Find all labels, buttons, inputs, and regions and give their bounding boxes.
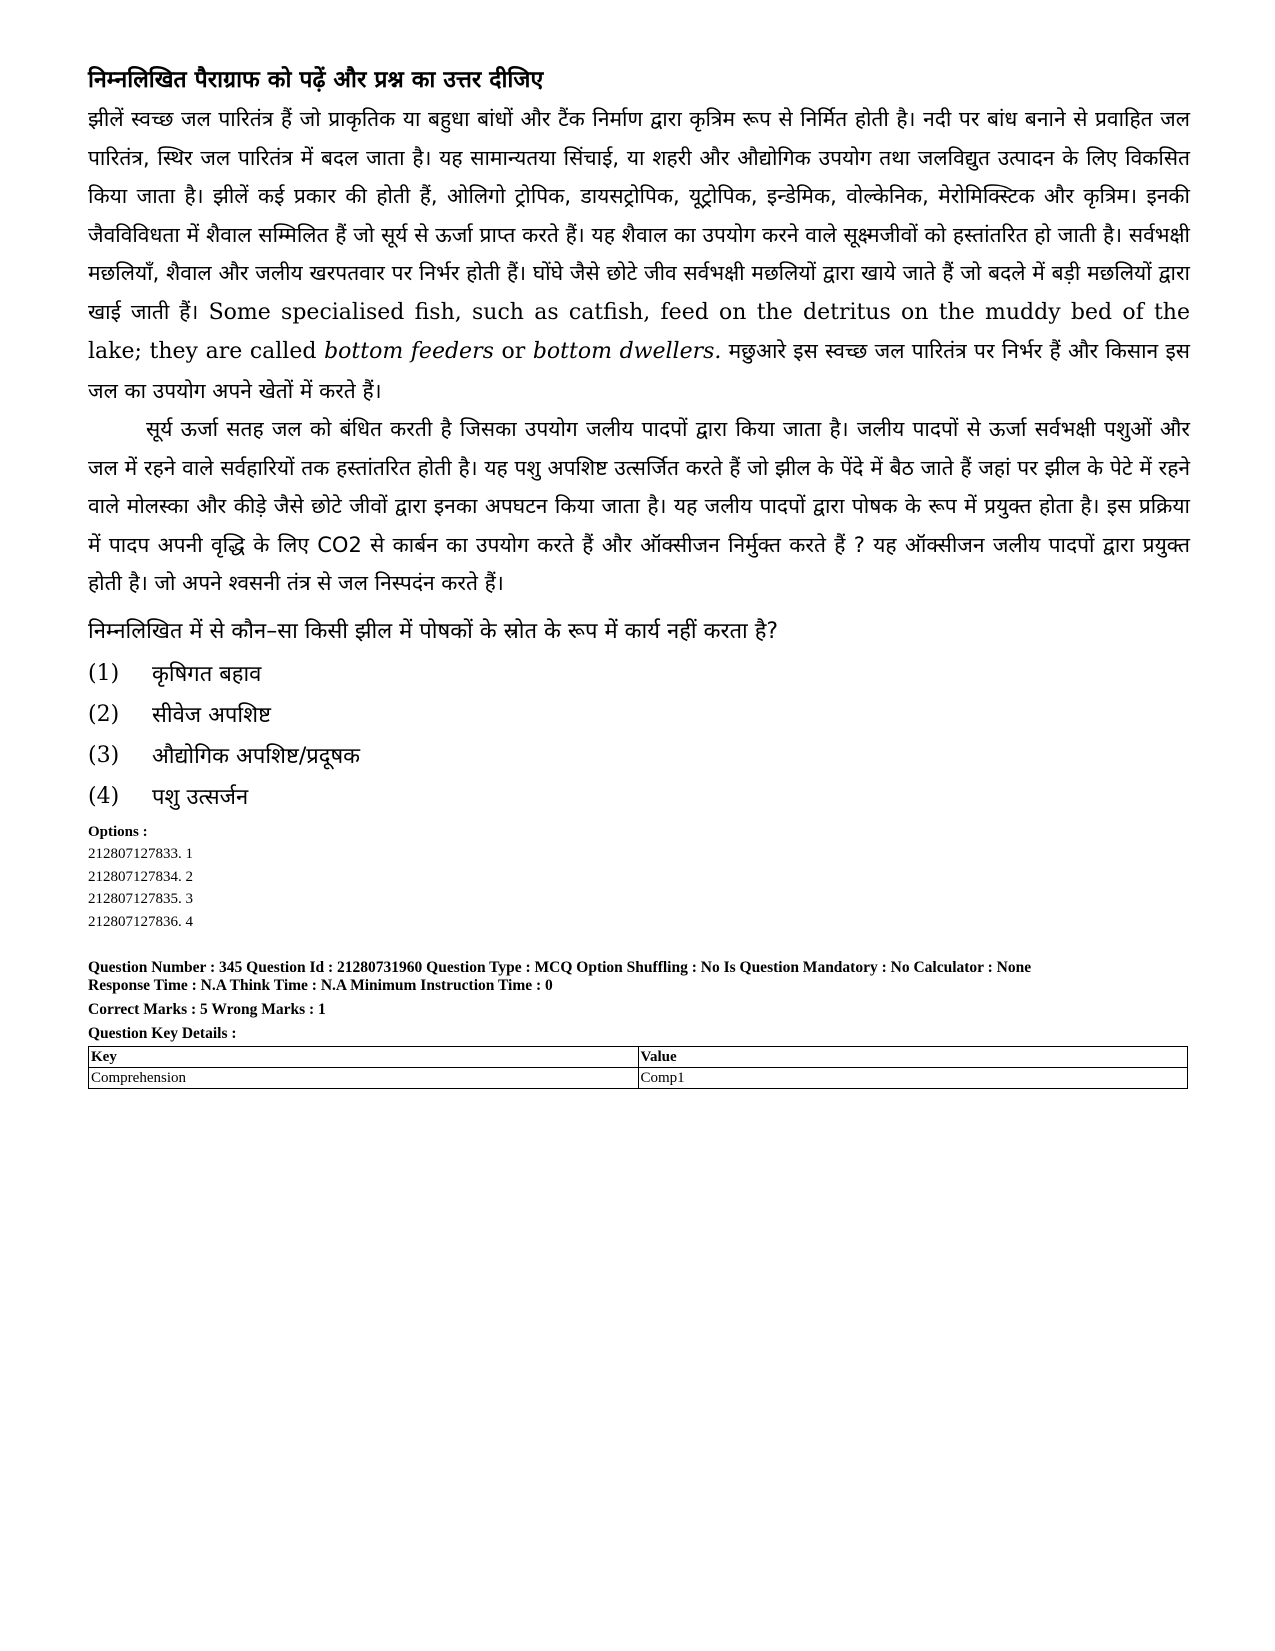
table-header-row xyxy=(89,1047,1188,1068)
options-block xyxy=(88,821,1190,934)
term-bottom-feeders: bottom feeders xyxy=(324,339,494,364)
comprehension-paragraph-2: सूर्य ऊर्जा सतह जल को बंधित करती है जिसका उपयोग जलीय पादपों द्वारा किया जाता है। जलीय पादपों से ऊर्जा सर्वभक्षी पशुओं और जल में रहने वाले सर्वहारियों तक हस्तांतरित होती है। यह पशु अपशिष्ट उत्सर्जित करते हैं जो झील के पेंदे में बैठ जाते हैं जहां पर झील के पेटे में रहने वाले मोलस्का और कीड़े जैसे छोटे जीवों द्वारा इनका अपघटन किया जाता है। यह जलीय पादपों द्वारा पोषक के रूप में प्रयुक्त होता है। इस प्रक्रिया में पादप अपनी वृद्धि के लिए CO2 से कार्बन का उपयोग करते हैं और ऑक्सीजन निर्मुक्त करते हैं ? यह ऑक्सीजन जलीय पादपों द्वारा प्रयुक्त होती है। जो अपने श्वसनी तंत्र से जल निस्पदंन करते हैं। xyxy=(88,417,1190,595)
table-header-key: Key xyxy=(89,1047,639,1068)
option-id-3: 212807127835. 3 xyxy=(88,891,193,907)
question-page xyxy=(88,62,1190,1089)
key-details-title: Question Key Details : xyxy=(88,1025,237,1042)
meta-marks: Correct Marks : 5 Wrong Marks : 1 xyxy=(88,1001,326,1018)
table-row xyxy=(89,1068,1188,1089)
option-id-1: 212807127833. 1 xyxy=(88,846,193,862)
choice-text: सीवेज अपशिष्ट xyxy=(152,703,271,728)
choice-item-1 xyxy=(88,653,1190,694)
choice-item-3 xyxy=(88,735,1190,776)
question-text: निम्नलिखित में से कौन–सा किसी झील में पोषकों के स्रोत के रूप में कार्य नहीं करता है? xyxy=(88,618,779,644)
meta-timing-info: Response Time : N.A Think Time : N.A Minimum Instruction Time : 0 xyxy=(88,977,553,994)
comprehension-paragraph-1 xyxy=(88,100,1190,410)
choice-item-4 xyxy=(88,776,1190,817)
option-id-4: 212807127836. 4 xyxy=(88,913,193,930)
paragraph-1-english-intro: Some specialised fish, such as catfish, feed on the detritus on the muddy bed of the lake; they are called xyxy=(88,299,1190,364)
choice-number: (2) xyxy=(88,701,120,727)
choice-text: औद्योगिक अपशिष्ट/प्रदूषक xyxy=(152,744,361,769)
choice-list xyxy=(88,653,1190,817)
choice-number: (4) xyxy=(88,783,120,809)
meta-question-info: Question Number : 345 Question Id : 21280731960 Question Type : MCQ Option Shuffling : No Is Question Mandatory : No Calculator : None xyxy=(88,959,1032,976)
options-title: Options : xyxy=(88,823,148,840)
term-bottom-dwellers: bottom dwellers. xyxy=(532,339,722,364)
choice-item-2 xyxy=(88,694,1190,735)
table-cell-key: Comprehension xyxy=(89,1068,639,1089)
paragraph-1-hindi-part-1: झीलें स्वच्छ जल पारितंत्र हैं जो प्राकृतिक या बहुधा बांधों और टैंक निर्माण द्वारा कृत्रिम रूप से निर्मित होती है। नदी पर बांध बनाने से प्रवाहित जल पारितंत्र, स्थिर जल पारितंत्र में बदल जाता है। यह सामान्यतया सिंचाई, या शहरी और औद्योगिक उपयोग तथा जलविद्युत उत्पादन के लिए विकसित किया जाता है। झीलें कई प्रकार की होती हैं, ओलिगो ट्रोपिक, डायसट्रोपिक, यूट्रोपिक, इन्डेमिक, वोल्केनिक, मेरोमिक्स्टिक और कृत्रिम। इनकी जैवविविधता में शैवाल सम्मिलित हैं जो सूर्य से ऊर्जा प्राप्त करते हैं। यह शैवाल का उपयोग करने वाले सूक्ष्मजीवों को हस्तांतरित हो जाती है। सर्वभक्षी मछलियाँ, शैवाल और जलीय खरपतवार पर निर्भर होती हैं। घोंघे जैसे छोटे जीव सर्वभक्षी मछलियों द्वारा खाये जाते हैं जो बदले में बड़ी मछलियों द्वारा खाई जाती हैं। xyxy=(88,107,1190,324)
choice-text: पशु उत्सर्जन xyxy=(152,785,249,810)
table-header-value: Value xyxy=(638,1047,1188,1068)
comprehension-heading: निम्नलिखित पैराग्राफ को पढ़ें और प्रश्न का उत्तर दीजिए xyxy=(88,67,544,93)
choice-text: कृषिगत बहाव xyxy=(152,662,262,687)
option-id-2: 212807127834. 2 xyxy=(88,868,193,885)
paragraph-1-hindi-part-2: मछुआरे इस स्वच्छ जल पारितंत्र पर निर्भर हैं और किसान इस जल का उपयोग अपने खेतों में करते हैं। xyxy=(88,339,1190,403)
key-details-table xyxy=(88,1046,1188,1089)
question-meta xyxy=(88,959,1190,1043)
paragraph-1-conjunction: or xyxy=(493,339,533,364)
choice-number: (1) xyxy=(88,660,120,686)
table-cell-value: Comp1 xyxy=(638,1068,1188,1089)
choice-number: (3) xyxy=(88,742,120,768)
